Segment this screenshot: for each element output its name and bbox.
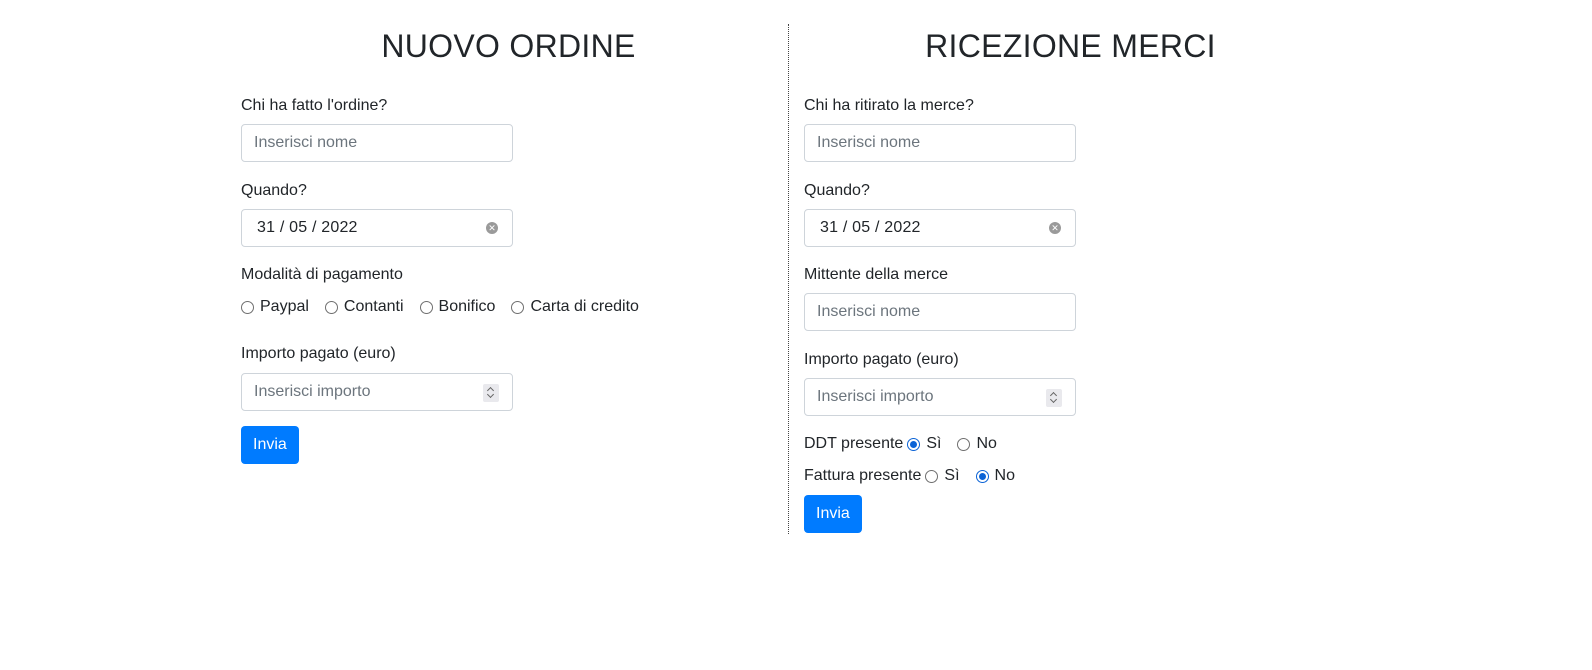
sender-input-wrapper[interactable] <box>804 293 1076 331</box>
credit-card-radio[interactable] <box>511 301 524 314</box>
order-date-input[interactable] <box>241 209 513 247</box>
clear-date-icon[interactable]: ✕ <box>1049 222 1061 234</box>
ddt-option-yes[interactable] <box>907 434 941 454</box>
ddt-yes-label: Sì <box>926 435 942 452</box>
ddt-yes-radio[interactable] <box>907 438 920 451</box>
invoice-no-label: No <box>994 467 1015 484</box>
who-collected-input-wrapper[interactable] <box>804 124 1076 162</box>
sender-input[interactable] <box>817 295 1017 329</box>
ddt-option-no[interactable] <box>957 434 996 454</box>
ddt-no-radio[interactable] <box>957 438 970 451</box>
payment-method-group <box>241 297 655 317</box>
payment-option-paypal[interactable] <box>241 297 309 317</box>
who-ordered-label: Chi ha fatto l'ordine? <box>241 97 388 114</box>
new-order-submit-button[interactable]: Invia <box>241 426 299 464</box>
paypal-label: Paypal <box>260 298 309 315</box>
sender-label: Mittente della merce <box>804 266 949 283</box>
cash-label: Contanti <box>343 298 404 315</box>
new-order-title: NUOVO ORDINE <box>381 28 636 64</box>
cash-radio[interactable] <box>325 301 338 314</box>
column-divider <box>788 24 789 534</box>
ddt-no-label: No <box>976 435 997 452</box>
invoice-label: Fattura presente <box>804 467 922 484</box>
ddt-label: DDT presente <box>804 435 904 452</box>
number-spinner-icon[interactable] <box>1046 389 1062 407</box>
invoice-option-yes[interactable] <box>925 466 959 486</box>
amount-paid-input-wrapper[interactable] <box>241 373 513 411</box>
amount-paid-input[interactable] <box>254 375 454 409</box>
who-ordered-input[interactable] <box>254 126 454 160</box>
invoice-option-no[interactable] <box>976 466 1015 486</box>
invoice-yes-label: Sì <box>944 467 960 484</box>
order-date-value: 31 / 05 / 2022 <box>257 219 358 236</box>
who-collected-input[interactable] <box>817 126 1017 160</box>
goods-receipt-submit-button[interactable]: Invia <box>804 495 862 533</box>
receipt-amount-input[interactable] <box>817 380 1017 414</box>
clear-date-icon[interactable]: ✕ <box>486 222 498 234</box>
receipt-date-value: 31 / 05 / 2022 <box>820 219 921 236</box>
number-spinner-icon[interactable] <box>483 384 499 402</box>
invoice-group <box>804 466 1031 486</box>
invoice-yes-radio[interactable] <box>925 470 938 483</box>
receipt-amount-label: Importo pagato (euro) <box>804 351 959 368</box>
payment-option-credit-card[interactable] <box>511 297 639 317</box>
credit-card-label: Carta di credito <box>530 298 639 315</box>
paypal-radio[interactable] <box>241 301 254 314</box>
goods-receipt-title: RICEZIONE MERCI <box>925 28 1216 64</box>
who-ordered-input-wrapper[interactable] <box>241 124 513 162</box>
ddt-group <box>804 434 1013 454</box>
transfer-radio[interactable] <box>420 301 433 314</box>
receipt-date-label: Quando? <box>804 182 870 199</box>
payment-option-transfer[interactable] <box>420 297 496 317</box>
transfer-label: Bonifico <box>438 298 496 315</box>
receipt-date-input[interactable] <box>804 209 1076 247</box>
payment-method-label: Modalità di pagamento <box>241 266 403 283</box>
receipt-amount-input-wrapper[interactable] <box>804 378 1076 416</box>
order-date-label: Quando? <box>241 182 307 199</box>
who-collected-label: Chi ha ritirato la merce? <box>804 97 974 114</box>
invoice-no-radio[interactable] <box>976 470 989 483</box>
amount-paid-label: Importo pagato (euro) <box>241 345 396 362</box>
payment-option-cash[interactable] <box>325 297 404 317</box>
